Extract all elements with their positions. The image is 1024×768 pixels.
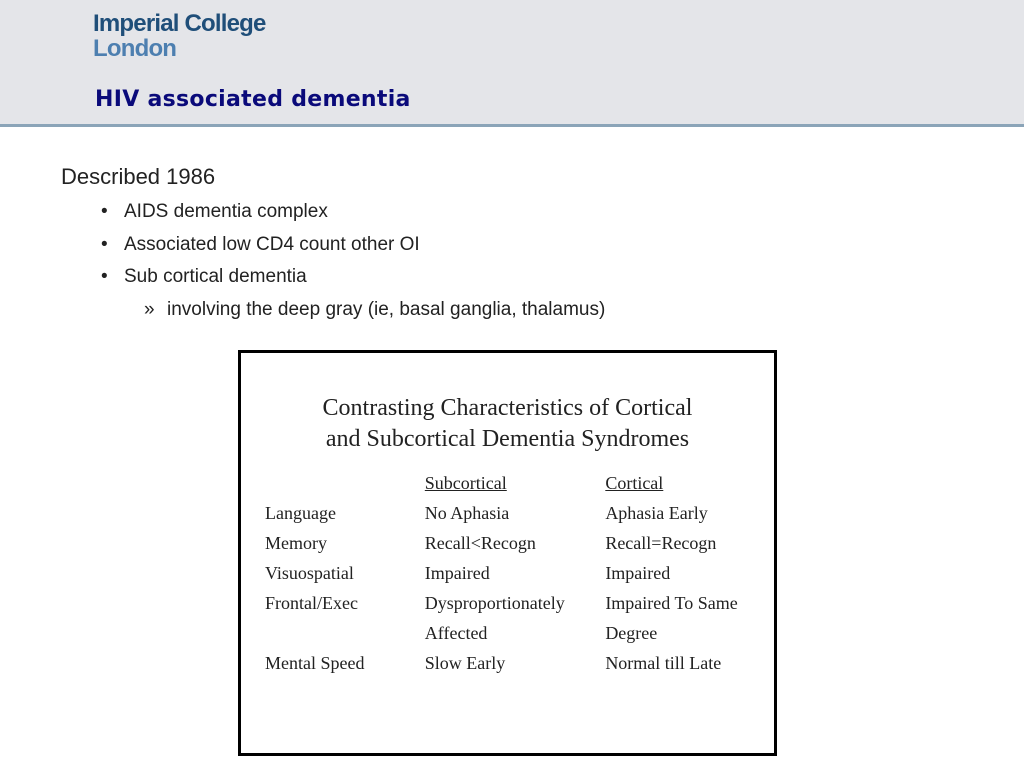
bullet-text: AIDS dementia complex [124,201,328,222]
row-label: Frontal/Exec [265,593,358,613]
row-label: Language [265,503,336,523]
list-item [101,229,605,262]
table-cell: Impaired [605,563,671,583]
table-title [241,393,774,455]
list-item [101,261,605,294]
column-header-cortical: Cortical [605,473,664,493]
table-row [265,623,774,653]
column-header-empty [265,473,425,503]
row-label: Memory [265,533,327,553]
described-heading: Described 1986 [61,164,216,189]
table-row [265,503,774,533]
bullet-text: Sub cortical dementia [124,266,307,287]
bullet-list [61,196,605,294]
table-cell: Recall<Recogn [424,533,536,553]
table-cell: Impaired [424,563,490,583]
bullet-marker: • [101,201,108,222]
table-row [265,593,774,623]
table-cell: Recall=Recogn [605,533,717,553]
table-header-row [265,473,774,503]
list-item [101,196,605,229]
bullet-marker: • [101,233,108,255]
header-bar [0,0,1024,127]
row-label: Mental Speed [265,653,365,673]
table-row [265,563,774,593]
comparison-table [265,473,774,683]
logo-line1: Imperial College [93,10,266,37]
table-cell: Slow Early [424,653,506,673]
table-title-line1: Contrasting Characteristics of Cortical [322,395,693,421]
table-cell: Impaired To Same [605,593,738,613]
body-text [61,162,605,326]
list-item [144,294,605,327]
sub-bullet-list [61,294,605,327]
imperial-college-logo [93,10,266,61]
sub-bullet-marker: » [144,298,155,320]
bullet-marker: • [101,266,108,287]
table-cell: Aphasia Early [605,503,708,523]
table-cell: No Aphasia [424,503,510,523]
logo-line2: London [93,35,177,62]
table-cell: Dysproportionately [424,593,565,613]
bullet-text: Associated low CD4 count other OI [124,233,420,255]
table-cell: Affected [424,623,488,643]
row-label: Visuospatial [265,563,354,583]
table-row [265,653,774,683]
dementia-comparison-figure [238,350,777,756]
table-row [265,533,774,563]
sub-bullet-text: involving the deep gray (ie, basal ganglia, thalamus) [167,298,606,320]
table-cell: Degree [605,623,658,643]
table-cell: Normal till Late [605,653,722,673]
column-header-subcortical: Subcortical [424,473,507,493]
row-label [265,623,425,653]
table-title-line2: and Subcortical Dementia Syndromes [325,426,690,452]
slide-title: HIV associated dementia [95,87,411,112]
